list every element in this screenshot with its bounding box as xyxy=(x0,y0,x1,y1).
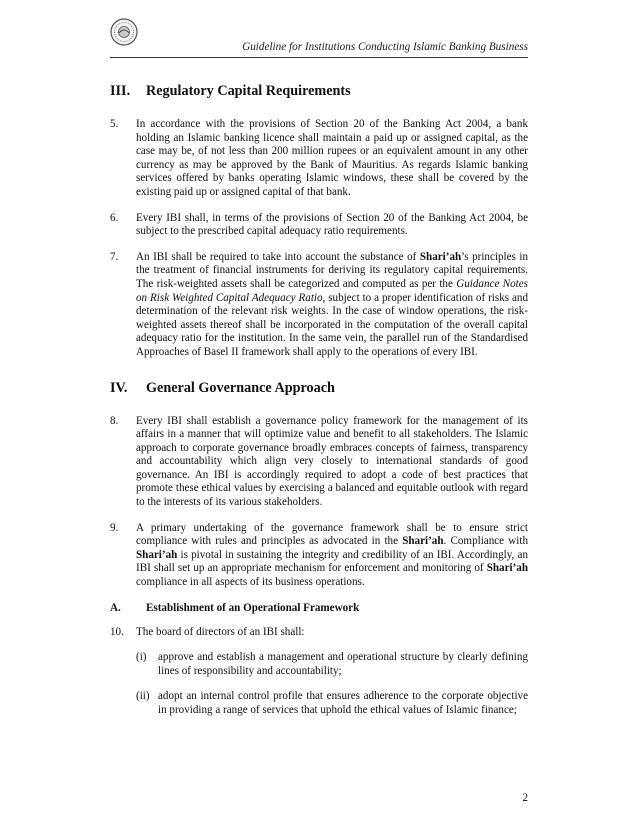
list-item-text: approve and establish a management and operational structure by clearly defining lines of responsibility and accountability; xyxy=(158,651,528,677)
document-body xyxy=(110,83,528,730)
section-number: IV. xyxy=(110,379,128,396)
subsection-heading-a xyxy=(110,602,528,614)
paragraph-number: 7. xyxy=(110,250,119,263)
list-item-number: (ii) xyxy=(136,690,150,703)
list-item xyxy=(136,651,528,678)
paragraph-number: 5. xyxy=(110,118,119,130)
paragraph-8 xyxy=(110,415,528,510)
paragraph-text: The board of directors of an IBI shall: xyxy=(136,625,305,638)
bank-seal-icon xyxy=(110,18,138,46)
list-item-text: adopt an internal control profile that ensures adherence to the corporate objective in providing a range of services that uphold the ethical values of Islamic finance; xyxy=(158,690,528,716)
paragraph-text: Every IBI shall establish a governance policy framework for the management of its affairs in a manner that will optimize value and benefit to all stakeholders. The Islamic approach to corporate governance broadly embraces concepts of fairness, transparency and accountability which align very closely to international standards of good governance. An IBI is accordingly required to adopt a code of best practices that promote these ethical values by exercising a balanced and equitable outlook with regard to the interests of its various stakeholders. xyxy=(136,414,528,509)
header-title: Guideline for Institutions Conducting Islamic Banking Business xyxy=(242,41,528,53)
section-heading-3 xyxy=(110,83,528,100)
subsection-title: Establishment of an Operational Framework xyxy=(146,601,360,614)
section-heading-4 xyxy=(110,380,528,397)
paragraph-text: A primary undertaking of the governance framework shall be to ensure strict compliance with rules and principles as advocated in the Shari’ah. Compliance with Shari’ah is pivotal in sustaining the integrity and credibility of an IBI. Accordingly, an IBI shall set up an appropriate mechanism for enforcement and monitoring of Shari’ah compliance in all aspects of its business operations. xyxy=(136,521,528,589)
paragraph-7 xyxy=(110,251,528,360)
section-title: General Governance Approach xyxy=(146,379,335,396)
page-number: 2 xyxy=(522,792,528,804)
paragraph-6 xyxy=(110,212,528,239)
paragraph-5 xyxy=(110,118,528,200)
list-item-number: (i) xyxy=(136,651,147,664)
paragraph-9 xyxy=(110,522,528,590)
subsection-number: A. xyxy=(110,601,121,614)
shariah-term: Shari’ah xyxy=(136,548,178,561)
section-number: III. xyxy=(110,83,131,99)
paragraph-10 xyxy=(110,626,528,640)
paragraph-number: 6. xyxy=(110,211,119,224)
shariah-term: Shari’ah xyxy=(419,250,462,263)
shariah-term: Shari’ah xyxy=(402,535,444,548)
section-title: Regulatory Capital Requirements xyxy=(146,83,351,99)
paragraph-text: Every IBI shall, in terms of the provisions of Section 20 of the Banking Act 2004, be subject to the prescribed capital adequacy ratio requirements. xyxy=(136,211,528,238)
paragraph-text: In accordance with the provisions of Section 20 of the Banking Act 2004, a bank holding an Islamic banking licence shall maintain a paid up or assigned capital, as the case may be, of not less than 200 million rupees or an equivalent amount in any other currency as may be approved by the Bank of Mauritius. As regards Islamic banking services offered by banks operating Islamic windows, these shall be covered by the existing paid up or assigned capital of that bank. xyxy=(136,118,528,198)
paragraph-number: 9. xyxy=(110,521,119,534)
paragraph-text: An IBI shall be required to take into account the substance of Shari’ah’s principles in the treatment of financial instruments for deriving its regulatory capital requirements. The risk-weighted assets shall be categorized and computed as per the Guidance Notes on Risk Weighted Capital Adequacy Ratio, subject to a proper identification of risks and determination of the relevant risk weights. In the case of window operations, the risk-weighted assets thereof shall be incorporated in the computation of the overall capital adequacy ratio for the institution. In the same vein, the parallel run of the Standardised Approaches of Basel II framework shall apply to the operations of every IBI. xyxy=(136,250,529,358)
paragraph-number: 8. xyxy=(110,414,119,427)
guidance-notes-title: Guidance Notes on Risk Weighted Capital Adequacy Ratio xyxy=(136,277,528,304)
shariah-term: Shari’ah xyxy=(486,562,528,575)
paragraph-number: 10. xyxy=(110,625,124,638)
header-divider xyxy=(110,57,528,58)
list-item xyxy=(136,690,528,717)
